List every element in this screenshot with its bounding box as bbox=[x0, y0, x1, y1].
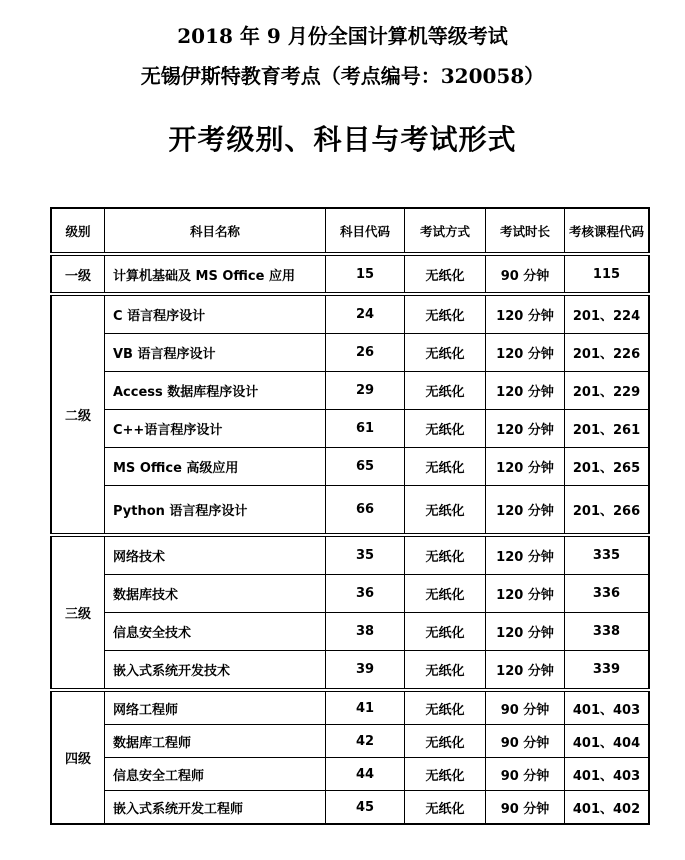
exam-duration: 120 分钟 bbox=[486, 294, 565, 334]
subject-name: 网络技术 bbox=[105, 535, 326, 575]
subject-name: MS Office 高级应用 bbox=[105, 448, 326, 486]
course-code: 401、404 bbox=[565, 725, 650, 758]
level-cell: 二级 bbox=[51, 294, 105, 535]
document-title-line2: 无锡伊斯特教育考点（考点编号：320058） bbox=[140, 64, 545, 88]
subject-name: C++语言程序设计 bbox=[105, 410, 326, 448]
subject-code: 26 bbox=[326, 334, 405, 372]
header-subject-code: 科目代码 bbox=[326, 208, 405, 254]
subject-code: 15 bbox=[326, 254, 405, 294]
subject-code: 38 bbox=[326, 613, 405, 651]
course-code: 201、261 bbox=[565, 410, 650, 448]
table-row bbox=[51, 486, 649, 536]
header-course-code: 考核课程代码 bbox=[565, 208, 650, 254]
document-title-line1: 2018 年 9 月份全国计算机等级考试 bbox=[177, 24, 508, 48]
course-code: 201、224 bbox=[565, 294, 650, 334]
exam-mode: 无纸化 bbox=[405, 575, 486, 613]
exam-schedule-table bbox=[50, 207, 650, 825]
level-cell: 三级 bbox=[51, 535, 105, 690]
course-code: 115 bbox=[565, 254, 650, 294]
level-cell: 四级 bbox=[51, 690, 105, 824]
subject-code: 44 bbox=[326, 758, 405, 791]
level-cell: 一级 bbox=[51, 254, 105, 294]
exam-mode: 无纸化 bbox=[405, 254, 486, 294]
table-row bbox=[51, 448, 649, 486]
course-code: 401、403 bbox=[565, 690, 650, 725]
exam-mode: 无纸化 bbox=[405, 725, 486, 758]
subject-name: C 语言程序设计 bbox=[105, 294, 326, 334]
table-row bbox=[51, 651, 649, 691]
table-header-row bbox=[51, 208, 649, 254]
table-row bbox=[51, 791, 649, 825]
exam-duration: 90 分钟 bbox=[486, 690, 565, 725]
exam-duration: 120 分钟 bbox=[486, 535, 565, 575]
table-row bbox=[51, 372, 649, 410]
subject-code: 24 bbox=[326, 294, 405, 334]
main-title: 开考级别、科目与考试形式 bbox=[168, 123, 517, 156]
subject-name: Python 语言程序设计 bbox=[105, 486, 326, 536]
exam-mode: 无纸化 bbox=[405, 294, 486, 334]
exam-duration: 120 分钟 bbox=[486, 448, 565, 486]
subject-name: VB 语言程序设计 bbox=[105, 334, 326, 372]
subject-name: 嵌入式系统开发工程师 bbox=[105, 791, 326, 825]
exam-mode: 无纸化 bbox=[405, 651, 486, 691]
header-level: 级别 bbox=[51, 208, 105, 254]
subject-code: 41 bbox=[326, 690, 405, 725]
exam-mode: 无纸化 bbox=[405, 758, 486, 791]
subject-name: 计算机基础及 MS Office 应用 bbox=[105, 254, 326, 294]
subject-code: 29 bbox=[326, 372, 405, 410]
exam-duration: 120 分钟 bbox=[486, 410, 565, 448]
subject-name: Access 数据库程序设计 bbox=[105, 372, 326, 410]
course-code: 201、265 bbox=[565, 448, 650, 486]
exam-mode: 无纸化 bbox=[405, 448, 486, 486]
exam-duration: 120 分钟 bbox=[486, 372, 565, 410]
subject-code: 36 bbox=[326, 575, 405, 613]
subject-name: 数据库工程师 bbox=[105, 725, 326, 758]
table-row bbox=[51, 254, 649, 294]
exam-mode: 无纸化 bbox=[405, 535, 486, 575]
table-row bbox=[51, 725, 649, 758]
subject-code: 65 bbox=[326, 448, 405, 486]
exam-mode: 无纸化 bbox=[405, 613, 486, 651]
table-row bbox=[51, 410, 649, 448]
course-code: 401、402 bbox=[565, 791, 650, 825]
course-code: 201、266 bbox=[565, 486, 650, 536]
subject-name: 信息安全工程师 bbox=[105, 758, 326, 791]
subject-code: 35 bbox=[326, 535, 405, 575]
course-code: 338 bbox=[565, 613, 650, 651]
exam-duration: 90 分钟 bbox=[486, 758, 565, 791]
course-code: 201、226 bbox=[565, 334, 650, 372]
course-code: 401、403 bbox=[565, 758, 650, 791]
exam-mode: 无纸化 bbox=[405, 690, 486, 725]
subject-code: 39 bbox=[326, 651, 405, 691]
table-row bbox=[51, 535, 649, 575]
exam-mode: 无纸化 bbox=[405, 372, 486, 410]
exam-mode: 无纸化 bbox=[405, 791, 486, 825]
subject-code: 61 bbox=[326, 410, 405, 448]
course-code: 201、229 bbox=[565, 372, 650, 410]
subject-code: 45 bbox=[326, 791, 405, 825]
table-row bbox=[51, 334, 649, 372]
subject-name: 数据库技术 bbox=[105, 575, 326, 613]
exam-mode: 无纸化 bbox=[405, 334, 486, 372]
table-row bbox=[51, 758, 649, 791]
exam-duration: 120 分钟 bbox=[486, 613, 565, 651]
subject-name: 嵌入式系统开发技术 bbox=[105, 651, 326, 691]
header-exam-mode: 考试方式 bbox=[405, 208, 486, 254]
subject-code: 42 bbox=[326, 725, 405, 758]
exam-duration: 120 分钟 bbox=[486, 575, 565, 613]
table-row bbox=[51, 690, 649, 725]
table-row bbox=[51, 575, 649, 613]
exam-duration: 90 分钟 bbox=[486, 791, 565, 825]
table-row bbox=[51, 613, 649, 651]
exam-duration: 120 分钟 bbox=[486, 651, 565, 691]
course-code: 335 bbox=[565, 535, 650, 575]
exam-mode: 无纸化 bbox=[405, 486, 486, 536]
exam-duration: 120 分钟 bbox=[486, 334, 565, 372]
course-code: 336 bbox=[565, 575, 650, 613]
exam-duration: 120 分钟 bbox=[486, 486, 565, 536]
subject-name: 网络工程师 bbox=[105, 690, 326, 725]
table-row bbox=[51, 294, 649, 334]
exam-duration: 90 分钟 bbox=[486, 254, 565, 294]
course-code: 339 bbox=[565, 651, 650, 691]
exam-duration: 90 分钟 bbox=[486, 725, 565, 758]
exam-mode: 无纸化 bbox=[405, 410, 486, 448]
subject-code: 66 bbox=[326, 486, 405, 536]
subject-name: 信息安全技术 bbox=[105, 613, 326, 651]
header-exam-duration: 考试时长 bbox=[486, 208, 565, 254]
header-subject-name: 科目名称 bbox=[105, 208, 326, 254]
